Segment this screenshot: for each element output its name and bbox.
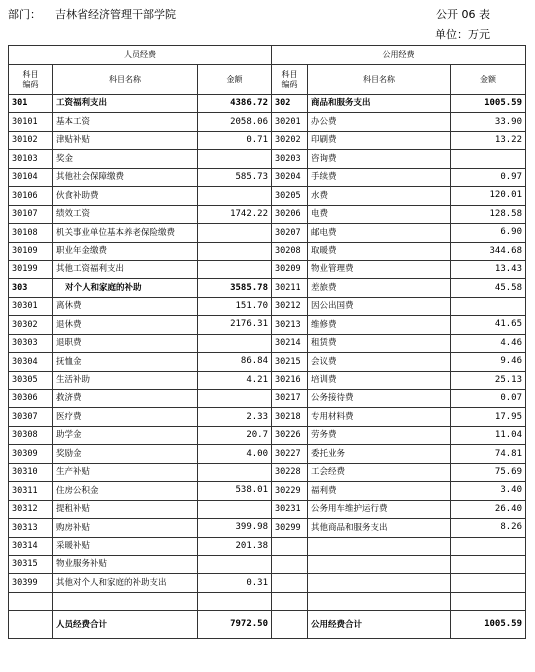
table-row bbox=[9, 279, 526, 297]
left-amount-cell: 4386.72 bbox=[198, 95, 272, 113]
left-code-cell: 301 bbox=[9, 95, 53, 113]
left-amount-cell: 585.73 bbox=[198, 168, 272, 186]
table-row bbox=[9, 113, 526, 131]
right-name-cell: 手续费 bbox=[308, 168, 451, 186]
right-name-cell: 水费 bbox=[308, 187, 451, 205]
right-name-cell: 维修费 bbox=[308, 316, 451, 334]
right-amount-cell: 120.01 bbox=[451, 187, 526, 205]
left-name-cell: 生活补助 bbox=[53, 371, 198, 389]
personnel-section-title: 人员经费 bbox=[9, 46, 272, 65]
right-code-cell: 30229 bbox=[272, 482, 308, 500]
table-row bbox=[9, 131, 526, 149]
left-amount-cell: 4.21 bbox=[198, 371, 272, 389]
right-code-cell: 30216 bbox=[272, 371, 308, 389]
right-amount-cell: 13.43 bbox=[451, 260, 526, 278]
left-amount-cell bbox=[198, 242, 272, 260]
right-name-cell bbox=[308, 592, 451, 610]
right-amount-cell: 33.90 bbox=[451, 113, 526, 131]
right-code-cell: 30211 bbox=[272, 279, 308, 297]
right-code-cell: 30217 bbox=[272, 390, 308, 408]
right-name-cell: 办公费 bbox=[308, 113, 451, 131]
left-code-cell: 30199 bbox=[9, 260, 53, 278]
table-row bbox=[9, 150, 526, 168]
right-name-cell: 委托业务 bbox=[308, 445, 451, 463]
right-amount-cell: 0.07 bbox=[451, 390, 526, 408]
right-code-cell bbox=[272, 574, 308, 592]
left-code-cell: 30312 bbox=[9, 500, 53, 518]
section-header-row bbox=[9, 46, 526, 65]
right-total-spacer bbox=[272, 611, 308, 639]
left-name-cell: 提租补贴 bbox=[53, 500, 198, 518]
left-code-cell: 30307 bbox=[9, 408, 53, 426]
table-row bbox=[9, 519, 526, 537]
left-name-cell: 物业服务补贴 bbox=[53, 555, 198, 573]
right-name-cell: 印刷费 bbox=[308, 131, 451, 149]
left-amount-cell: 4.00 bbox=[198, 445, 272, 463]
right-name-cell: 邮电费 bbox=[308, 224, 451, 242]
right-name-cell: 差旅费 bbox=[308, 279, 451, 297]
right-amount-cell: 45.58 bbox=[451, 279, 526, 297]
right-code-cell: 302 bbox=[272, 95, 308, 113]
table-row bbox=[9, 390, 526, 408]
right-name-cell: 福利费 bbox=[308, 482, 451, 500]
left-total-spacer bbox=[9, 611, 53, 639]
left-name-cell: 采暖补贴 bbox=[53, 537, 198, 555]
right-code-cell: 30213 bbox=[272, 316, 308, 334]
right-amount-cell: 41.65 bbox=[451, 316, 526, 334]
left-name-cell bbox=[53, 592, 198, 610]
right-code-cell: 30218 bbox=[272, 408, 308, 426]
left-amount-cell: 2058.06 bbox=[198, 113, 272, 131]
col-name-header: 科目名称 bbox=[53, 65, 198, 95]
left-amount-cell bbox=[198, 334, 272, 352]
right-code-cell: 30203 bbox=[272, 150, 308, 168]
right-amount-cell: 13.22 bbox=[451, 131, 526, 149]
left-code-cell bbox=[9, 592, 53, 610]
department-name: 吉林省经济管理干部学院 bbox=[55, 8, 176, 21]
right-code-cell: 30227 bbox=[272, 445, 308, 463]
right-amount-cell: 11.04 bbox=[451, 426, 526, 444]
left-name-cell: 津贴补贴 bbox=[53, 131, 198, 149]
right-amount-cell: 9.46 bbox=[451, 353, 526, 371]
right-name-cell: 其他商品和服务支出 bbox=[308, 519, 451, 537]
right-name-cell: 会议费 bbox=[308, 353, 451, 371]
col-code-header bbox=[9, 65, 53, 95]
left-amount-cell bbox=[198, 592, 272, 610]
table-row bbox=[9, 574, 526, 592]
left-name-cell: 基本工资 bbox=[53, 113, 198, 131]
left-code-cell: 30309 bbox=[9, 445, 53, 463]
left-name-cell: 退休费 bbox=[53, 316, 198, 334]
left-amount-cell: 399.98 bbox=[198, 519, 272, 537]
right-amount-cell: 0.97 bbox=[451, 168, 526, 186]
left-amount-cell bbox=[198, 390, 272, 408]
left-code-cell: 30314 bbox=[9, 537, 53, 555]
table-row bbox=[9, 260, 526, 278]
right-code-cell: 30207 bbox=[272, 224, 308, 242]
right-code-cell bbox=[272, 537, 308, 555]
col-code-header bbox=[272, 65, 308, 95]
table-row bbox=[9, 242, 526, 260]
col-code-line1: 科目 bbox=[22, 69, 39, 79]
left-code-cell: 30103 bbox=[9, 150, 53, 168]
table-row bbox=[9, 316, 526, 334]
left-code-cell: 30102 bbox=[9, 131, 53, 149]
left-name-cell: 救济费 bbox=[53, 390, 198, 408]
right-code-cell bbox=[272, 592, 308, 610]
left-amount-cell: 151.70 bbox=[198, 297, 272, 315]
right-code-cell: 30204 bbox=[272, 168, 308, 186]
left-name-cell: 抚恤金 bbox=[53, 353, 198, 371]
left-amount-cell: 0.31 bbox=[198, 574, 272, 592]
right-name-cell: 电费 bbox=[308, 205, 451, 223]
left-code-cell: 30104 bbox=[9, 168, 53, 186]
right-code-cell: 30205 bbox=[272, 187, 308, 205]
left-code-cell: 30311 bbox=[9, 482, 53, 500]
table-row bbox=[9, 205, 526, 223]
left-total-label: 人员经费合计 bbox=[53, 611, 198, 639]
right-name-cell bbox=[308, 555, 451, 573]
form-number: 公开 06 表 bbox=[436, 8, 490, 21]
right-name-cell: 培训费 bbox=[308, 371, 451, 389]
right-code-cell: 30208 bbox=[272, 242, 308, 260]
column-header-row bbox=[9, 65, 526, 95]
col-amount-header: 金额 bbox=[451, 65, 526, 95]
right-amount-cell: 3.40 bbox=[451, 482, 526, 500]
table-row bbox=[9, 168, 526, 186]
total-row bbox=[9, 611, 526, 639]
right-amount-cell bbox=[451, 555, 526, 573]
left-code-cell: 30399 bbox=[9, 574, 53, 592]
left-code-cell: 30313 bbox=[9, 519, 53, 537]
left-amount-cell bbox=[198, 555, 272, 573]
right-code-cell: 30228 bbox=[272, 463, 308, 481]
right-code-cell: 30299 bbox=[272, 519, 308, 537]
left-name-cell: 其他社会保障缴费 bbox=[53, 168, 198, 186]
right-code-cell: 30201 bbox=[272, 113, 308, 131]
left-code-cell: 30310 bbox=[9, 463, 53, 481]
col-code-line2: 编码 bbox=[281, 79, 298, 89]
left-name-cell: 助学金 bbox=[53, 426, 198, 444]
left-amount-cell bbox=[198, 187, 272, 205]
left-code-cell: 30315 bbox=[9, 555, 53, 573]
left-amount-cell: 86.84 bbox=[198, 353, 272, 371]
right-amount-cell: 75.69 bbox=[451, 463, 526, 481]
left-code-cell: 30108 bbox=[9, 224, 53, 242]
left-amount-cell bbox=[198, 500, 272, 518]
left-amount-cell: 538.01 bbox=[198, 482, 272, 500]
right-amount-cell: 344.68 bbox=[451, 242, 526, 260]
right-amount-cell: 8.26 bbox=[451, 519, 526, 537]
left-code-cell: 30308 bbox=[9, 426, 53, 444]
right-code-cell: 30209 bbox=[272, 260, 308, 278]
col-name-header: 科目名称 bbox=[308, 65, 451, 95]
right-code-cell: 30202 bbox=[272, 131, 308, 149]
right-code-cell: 30206 bbox=[272, 205, 308, 223]
table-row bbox=[9, 408, 526, 426]
left-amount-cell: 3585.78 bbox=[198, 279, 272, 297]
right-name-cell: 物业管理费 bbox=[308, 260, 451, 278]
right-name-cell bbox=[308, 537, 451, 555]
left-code-cell: 30303 bbox=[9, 334, 53, 352]
left-name-cell: 绩效工资 bbox=[53, 205, 198, 223]
left-code-cell: 30305 bbox=[9, 371, 53, 389]
table-row bbox=[9, 297, 526, 315]
left-amount-cell: 201.38 bbox=[198, 537, 272, 555]
right-name-cell: 劳务费 bbox=[308, 426, 451, 444]
col-amount-header: 金额 bbox=[198, 65, 272, 95]
left-name-cell: 退职费 bbox=[53, 334, 198, 352]
left-code-cell: 30101 bbox=[9, 113, 53, 131]
department-label: 部门： bbox=[8, 8, 41, 21]
left-code-cell: 30106 bbox=[9, 187, 53, 205]
left-amount-cell: 20.7 bbox=[198, 426, 272, 444]
left-total-amount: 7972.50 bbox=[198, 611, 272, 639]
col-code-line2: 编码 bbox=[22, 79, 39, 89]
left-name-cell: 对个人和家庭的补助 bbox=[53, 279, 198, 297]
left-code-cell: 30107 bbox=[9, 205, 53, 223]
right-name-cell: 公务接待费 bbox=[308, 390, 451, 408]
left-name-cell: 工资福利支出 bbox=[53, 95, 198, 113]
right-amount-cell: 25.13 bbox=[451, 371, 526, 389]
right-total-label: 公用经费合计 bbox=[308, 611, 451, 639]
right-name-cell: 公务用车维护运行费 bbox=[308, 500, 451, 518]
table-row bbox=[9, 463, 526, 481]
right-name-cell: 取暖费 bbox=[308, 242, 451, 260]
right-name-cell: 工会经费 bbox=[308, 463, 451, 481]
left-code-cell: 30304 bbox=[9, 353, 53, 371]
right-code-cell bbox=[272, 555, 308, 573]
left-name-cell: 购房补贴 bbox=[53, 519, 198, 537]
table-row bbox=[9, 500, 526, 518]
left-amount-cell: 2.33 bbox=[198, 408, 272, 426]
left-name-cell: 离休费 bbox=[53, 297, 198, 315]
right-amount-cell: 128.58 bbox=[451, 205, 526, 223]
table-row bbox=[9, 537, 526, 555]
right-amount-cell: 17.95 bbox=[451, 408, 526, 426]
right-amount-cell bbox=[451, 150, 526, 168]
left-name-cell: 生产补贴 bbox=[53, 463, 198, 481]
right-total-amount: 1005.59 bbox=[451, 611, 526, 639]
department-line bbox=[8, 6, 176, 22]
left-amount-cell bbox=[198, 150, 272, 168]
table-row bbox=[9, 482, 526, 500]
right-name-cell bbox=[308, 574, 451, 592]
left-amount-cell bbox=[198, 260, 272, 278]
right-name-cell: 专用材料费 bbox=[308, 408, 451, 426]
left-name-cell: 医疗费 bbox=[53, 408, 198, 426]
left-amount-cell: 1742.22 bbox=[198, 205, 272, 223]
left-name-cell: 其他工资福利支出 bbox=[53, 260, 198, 278]
left-name-cell: 机关事业单位基本养老保险缴费 bbox=[53, 224, 198, 242]
left-code-cell: 303 bbox=[9, 279, 53, 297]
table-row bbox=[9, 445, 526, 463]
left-amount-cell: 0.71 bbox=[198, 131, 272, 149]
right-code-cell: 30214 bbox=[272, 334, 308, 352]
left-code-cell: 30109 bbox=[9, 242, 53, 260]
right-code-cell: 30226 bbox=[272, 426, 308, 444]
right-name-cell: 租赁费 bbox=[308, 334, 451, 352]
left-name-cell: 奖励金 bbox=[53, 445, 198, 463]
right-amount-cell: 74.81 bbox=[451, 445, 526, 463]
col-code-line1: 科目 bbox=[281, 69, 298, 79]
right-code-cell: 30215 bbox=[272, 353, 308, 371]
right-amount-cell: 4.46 bbox=[451, 334, 526, 352]
table-row bbox=[9, 353, 526, 371]
expense-table bbox=[8, 45, 526, 639]
right-name-cell: 商品和服务支出 bbox=[308, 95, 451, 113]
left-code-cell: 30302 bbox=[9, 316, 53, 334]
table-row bbox=[9, 426, 526, 444]
right-amount-cell bbox=[451, 574, 526, 592]
right-amount-cell: 1005.59 bbox=[451, 95, 526, 113]
left-amount-cell bbox=[198, 224, 272, 242]
table-row bbox=[9, 592, 526, 610]
table-row bbox=[9, 95, 526, 113]
right-code-cell: 30231 bbox=[272, 500, 308, 518]
left-name-cell: 职业年金缴费 bbox=[53, 242, 198, 260]
right-amount-cell: 6.90 bbox=[451, 224, 526, 242]
left-code-cell: 30301 bbox=[9, 297, 53, 315]
left-name-cell: 住房公积金 bbox=[53, 482, 198, 500]
left-amount-cell: 2176.31 bbox=[198, 316, 272, 334]
left-name-cell: 伙食补助费 bbox=[53, 187, 198, 205]
right-amount-cell bbox=[451, 592, 526, 610]
table-row bbox=[9, 224, 526, 242]
table-row bbox=[9, 334, 526, 352]
public-section-title: 公用经费 bbox=[272, 46, 526, 65]
table-row bbox=[9, 555, 526, 573]
right-amount-cell bbox=[451, 297, 526, 315]
table-row bbox=[9, 371, 526, 389]
right-name-cell: 因公出国费 bbox=[308, 297, 451, 315]
right-name-cell: 咨询费 bbox=[308, 150, 451, 168]
right-amount-cell: 26.40 bbox=[451, 500, 526, 518]
unit-label: 单位：万元 bbox=[435, 28, 490, 41]
left-code-cell: 30306 bbox=[9, 390, 53, 408]
table-row bbox=[9, 187, 526, 205]
left-amount-cell bbox=[198, 463, 272, 481]
right-amount-cell bbox=[451, 537, 526, 555]
left-name-cell: 其他对个人和家庭的补助支出 bbox=[53, 574, 198, 592]
left-name-cell: 奖金 bbox=[53, 150, 198, 168]
right-code-cell: 30212 bbox=[272, 297, 308, 315]
